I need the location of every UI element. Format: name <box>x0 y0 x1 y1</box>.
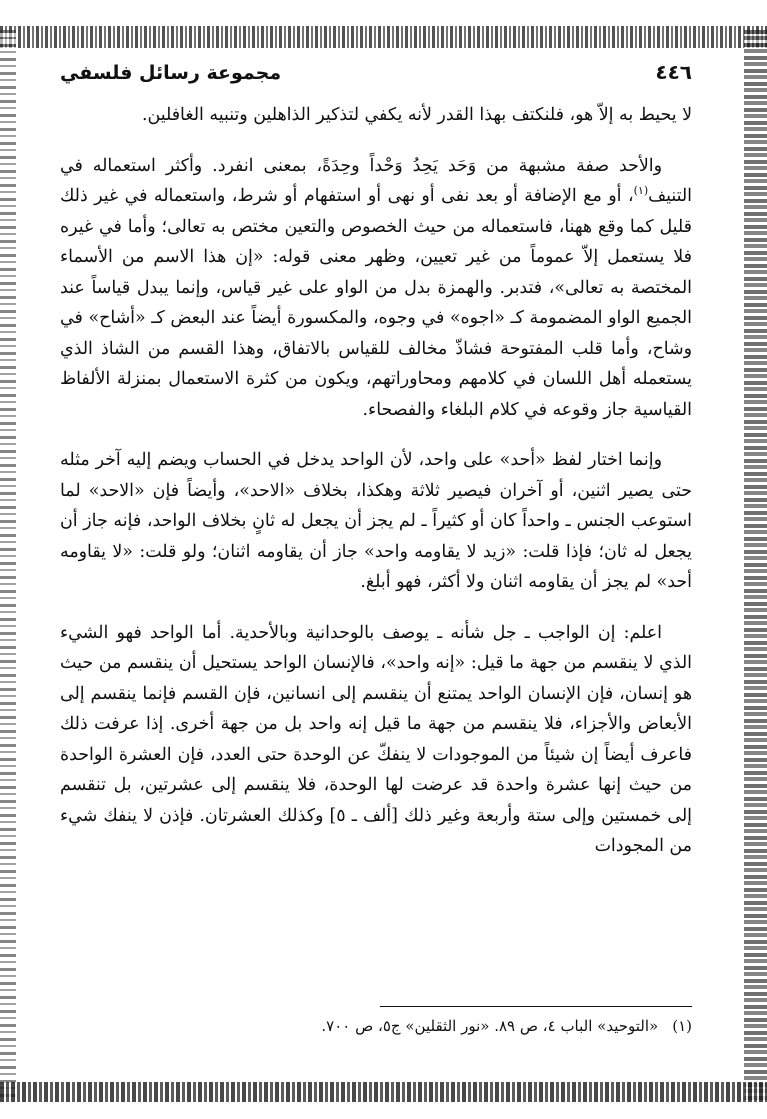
paragraph-gap <box>60 425 692 445</box>
scan-border-right <box>744 30 767 1100</box>
paragraph-2 <box>60 151 692 426</box>
main-text <box>60 100 692 862</box>
paragraph-2-part-a: والأحد صفة مشبهة من وَحَد يَحِدُ وَحْداً وحِدَةً، بمعنى انفرد. وأكثر استعماله في التنيف <box>60 155 692 206</box>
footnote-reference[interactable]: (١) <box>633 184 649 198</box>
footnote-text: «التوحيد» الباب ٤، ص ٨٩. «نور الثقلين» ج٥، ص ٧٠٠. <box>321 1017 659 1035</box>
running-title: مجموعة رسائل فلسفي <box>60 62 282 84</box>
scan-border-top <box>0 26 767 48</box>
paragraph-1: لا يحيط به إلاّ هو، فلنكتف بهذا القدر لأنه يكفي لتذكير الذاهلين وتنبيه الغافلين. <box>141 105 692 125</box>
scan-border-left <box>0 30 16 1100</box>
footnote-number: (١) <box>672 1017 692 1035</box>
paragraph-3: وإنما اختار لفظ «أحد» على واحد، لأن الواحد يدخل في الحساب ويضم إليه آخر مثله حتى يصير اثنين، أو آخران فيصير ثلاثة وهكذا، بخلاف «الاحد»، وأيضاً فإن «الاحد» لما استوعب الجنس ـ واحداً كان أو كثيراً ـ لم يجز أن يجعل له ثانٍ بخلاف الواحد، فإنه جاز أن يجعل له ثان؛ فإذا قلت: «زيد لا يقاومه واحد» جاز أن يقاومه اثنان؛ ولو قلت: «لا يقاومه أحد» لم يجز أن يقاومه اثنان ولا أكثر، فهو أبلغ. <box>60 450 692 592</box>
paragraph-gap <box>60 598 692 618</box>
footnote-separator <box>380 1006 692 1007</box>
scan-border-bottom <box>0 1082 767 1102</box>
paragraph-2-part-b: ، أو مع الإضافة أو بعد نفى أو نهى أو استفهام أو شرط، واستعماله في غير ذلك قليل كما وقع ههنا، فاستعماله من حيث الخصوص والتعين مختص به تعالى؛ وأما في غيره فلا يستعمل إلاّ عموماً من غير تعيين، وظهر معنى قوله: «إن هذا الاسم من الأسماء المختصة به تعالى»، فتدبر. والهمزة بدل من الواو على غير قياس، وإنما يبدل قياساً عند الجميع الواو المضمومة كـ «اجوه» في وجوه، والمكسورة أيضاً عند البعض كـ «أشاح» في وشاح، وأما قلب المفتوحة فشاذّ مخالف للقياس بالاتفاق، وهذا القسم من الشاذ الذي يستعمله أهل اللسان في كلامهم ومحاوراتهم، ويكون من كثرة الاستعمال بمنزلة الألفاظ القياسية جاز وقوعه في كلام البلغاء والفصحاء. <box>60 186 692 420</box>
page-number: ٤٤٦ <box>655 60 692 84</box>
page-header <box>60 60 692 92</box>
paragraph-4: اعلم: إن الواجب ـ جل شأنه ـ يوصف بالوحدانية وبالأحدية. أما الواحد فهو الشيء الذي لا ينقسم من جهة ما قيل: «إنه واحد»، فالإنسان الواحد يستحيل أن ينقسم من حيث هو إنسان، فإن الإنسان الواحد يمتنع أن ينقسم إلى انسانين، فإن القسم فإنما ينقسم إلى الأبعاض والأجزاء، فلا ينقسم من جهة ما قيل إنه واحد بل من جهة أخرى. إذا عرفت ذلك فاعرف أيضاً إن شيئاً من الموجودات لا ينفكّ عن الوحدة حتى العدد، فإن العشرة الواحدة من حيث إنها عشرة واحدة قد عرضت لها الوحدة، فلا ينقسم إلى عشرتين، بل تنقسم إلى خمستين وإلى ستة وأربعة وغير ذلك [ألف ـ ٥] وكذلك العشرتان. فإذن لا ينفك شيء من المجودات <box>60 622 692 856</box>
paragraph-gap <box>60 131 692 151</box>
footnote <box>60 1015 692 1037</box>
